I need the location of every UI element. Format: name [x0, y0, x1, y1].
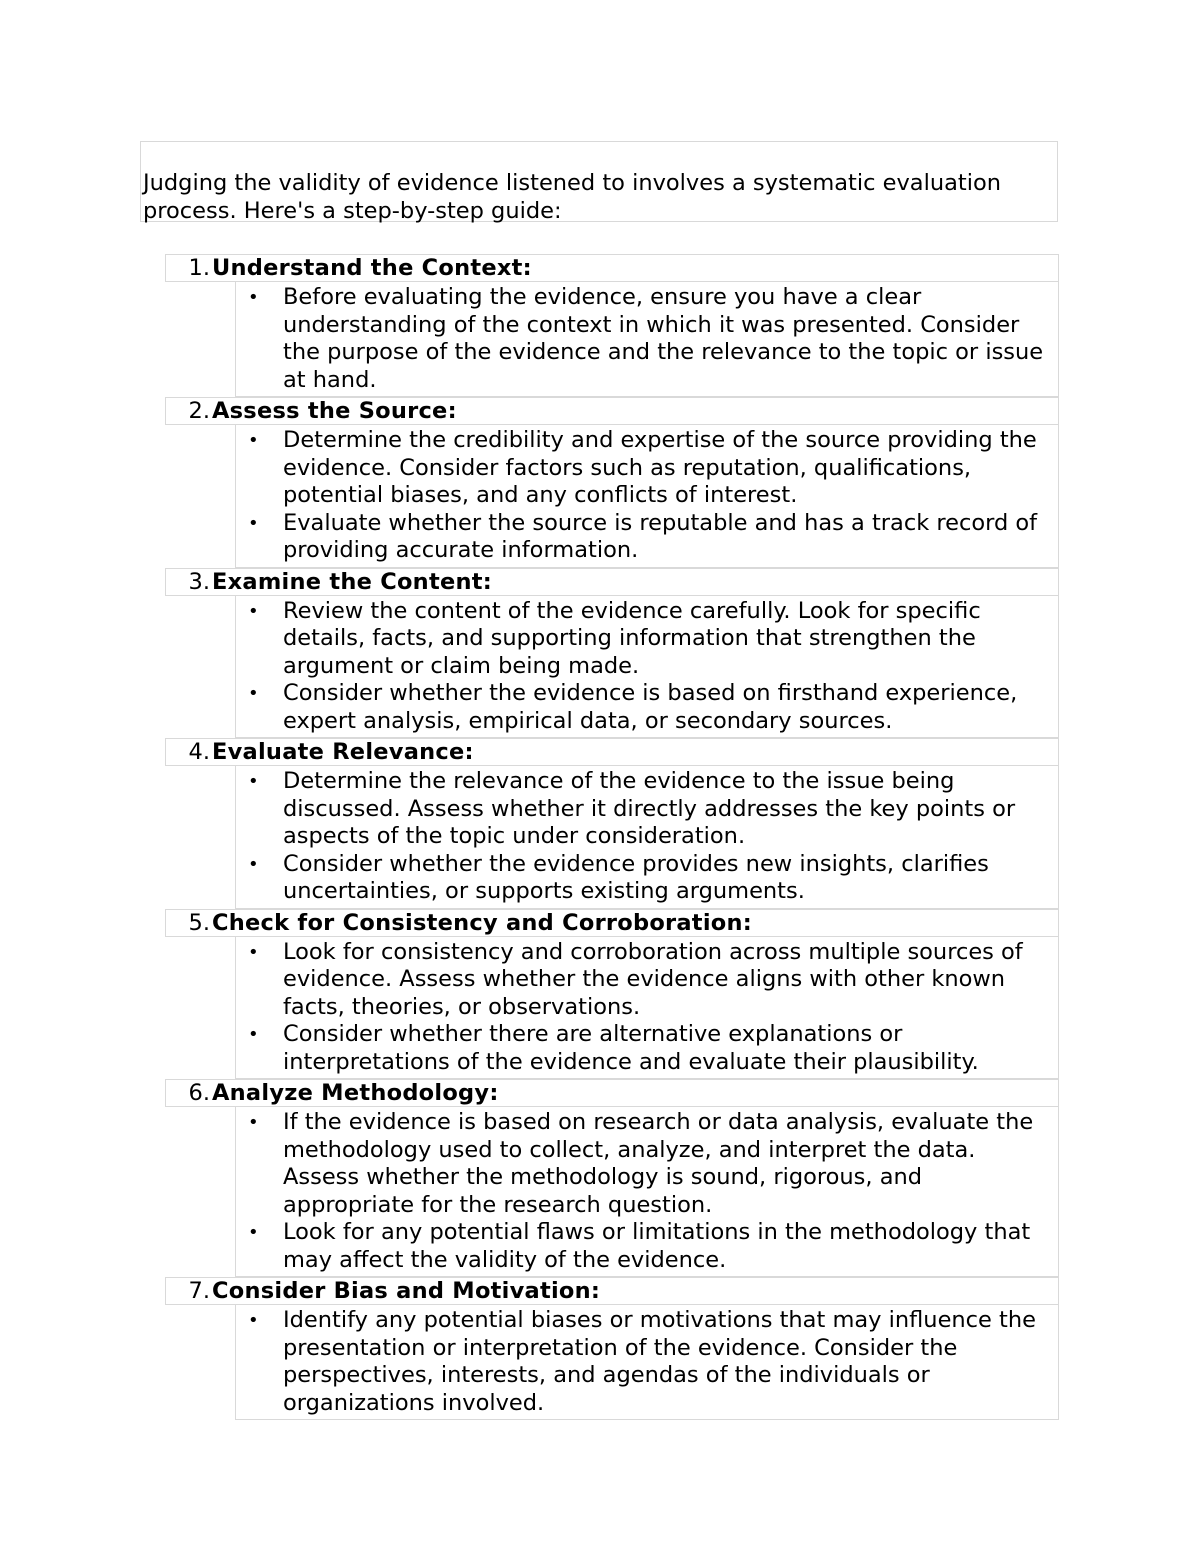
bullet-item	[236, 851, 1058, 906]
bullet-item	[236, 510, 1058, 565]
bullet-text: Before evaluating the evidence, ensure you have a clear understanding of the context in which it was presented. Consider the purpose of the evidence and the relevance to the topic or issue at hand.	[283, 284, 1044, 393]
step-bullet-list	[235, 1305, 1059, 1420]
bullet-text: Consider whether the evidence is based on firsthand experience, expert analysis, empirical data, or secondary sources.	[283, 680, 1018, 734]
bullet-item	[236, 427, 1058, 510]
steps-list	[165, 254, 1059, 1420]
bullet-text: Consider whether there are alternative explanations or interpretations of the evidence and evaluate their plausibility.	[283, 1021, 979, 1075]
bullet-dot-icon: •	[248, 512, 259, 534]
step-title: Check for Consistency and Corroboration:	[212, 909, 753, 936]
bullet-dot-icon: •	[248, 941, 259, 963]
step-title: Consider Bias and Motivation:	[212, 1278, 601, 1304]
bullet-dot-icon: •	[248, 1310, 259, 1331]
step-heading	[165, 1277, 1059, 1305]
bullet-text: Determine the credibility and expertise of the source providing the evidence. Consider factors such as reputation, qualifications, potential biases, and any conflicts of interest.	[283, 427, 1037, 508]
step-heading	[165, 397, 1059, 425]
bullet-dot-icon: •	[248, 1024, 259, 1045]
bullet-item	[236, 1307, 1058, 1417]
step-bullet-list	[235, 596, 1059, 739]
step-title: Examine the Content:	[212, 568, 492, 595]
step-number: 5.	[188, 909, 210, 936]
bullet-text: Evaluate whether the source is reputable and has a track record of providing accurate information.	[283, 509, 1038, 563]
bullet-item	[236, 284, 1058, 394]
bullet-dot-icon: •	[248, 430, 259, 451]
bullet-text: Review the content of the evidence carefully. Look for specific details, facts, and supporting information that strengthen the argument or claim being made.	[283, 597, 981, 679]
bullet-item	[236, 1109, 1058, 1219]
bullet-item	[236, 768, 1058, 851]
bullet-text: If the evidence is based on research or data analysis, evaluate the methodology used to collect, analyze, and interpret the data. Assess whether the methodology is sound, rigorous, and appropriate for the research question.	[283, 1109, 1034, 1218]
step-number: 2.	[188, 398, 210, 424]
step-heading	[165, 568, 1059, 596]
step-title: Analyze Methodology:	[212, 1080, 499, 1106]
bullet-item	[236, 1219, 1058, 1274]
bullet-dot-icon: •	[248, 683, 259, 704]
step-heading	[165, 1079, 1059, 1107]
bullet-text: Look for any potential flaws or limitations in the methodology that may affect the validity of the evidence.	[283, 1219, 1031, 1273]
step-heading	[165, 254, 1059, 282]
bullet-text: Consider whether the evidence provides new insights, clarifies uncertainties, or supports existing arguments.	[283, 850, 989, 904]
step-bullet-list	[235, 282, 1059, 397]
bullet-dot-icon: •	[248, 771, 259, 792]
step-title: Understand the Context:	[212, 255, 532, 281]
bullet-dot-icon: •	[248, 1222, 259, 1243]
step-title: Assess the Source:	[212, 398, 457, 424]
step-bullet-list	[235, 766, 1059, 909]
bullet-text: Determine the relevance of the evidence to the issue being discussed. Assess whether it directly addresses the key points or aspects of the topic under consideration.	[283, 768, 1016, 849]
bullet-item	[236, 598, 1058, 681]
bullet-text: Look for consistency and corroboration across multiple sources of evidence. Assess whether the evidence aligns with other known facts, theories, or observations.	[283, 938, 1023, 1020]
bullet-item	[236, 939, 1058, 1022]
step-number: 3.	[188, 568, 210, 595]
bullet-dot-icon: •	[248, 853, 259, 875]
bullet-dot-icon: •	[248, 600, 259, 622]
step-title: Evaluate Relevance:	[212, 739, 474, 765]
step-number: 4.	[188, 739, 210, 765]
bullet-dot-icon: •	[248, 287, 259, 308]
step-bullet-list	[235, 937, 1059, 1080]
bullet-dot-icon: •	[248, 1112, 259, 1133]
step-number: 7.	[188, 1278, 210, 1304]
step-bullet-list	[235, 1107, 1059, 1277]
step-number: 6.	[188, 1080, 210, 1106]
step-bullet-list	[235, 425, 1059, 568]
intro-paragraph: Judging the validity of evidence listened to involves a systematic evaluation process. Here's a step-by-step guide:	[140, 141, 1058, 222]
bullet-text: Identify any potential biases or motivations that may influence the presentation or interpretation of the evidence. Consider the perspectives, interests, and agendas of the individuals or organizations involved.	[283, 1307, 1036, 1416]
step-heading	[165, 738, 1059, 766]
step-heading	[165, 909, 1059, 937]
bullet-item	[236, 1021, 1058, 1076]
step-number: 1.	[188, 255, 210, 281]
bullet-item	[236, 680, 1058, 735]
